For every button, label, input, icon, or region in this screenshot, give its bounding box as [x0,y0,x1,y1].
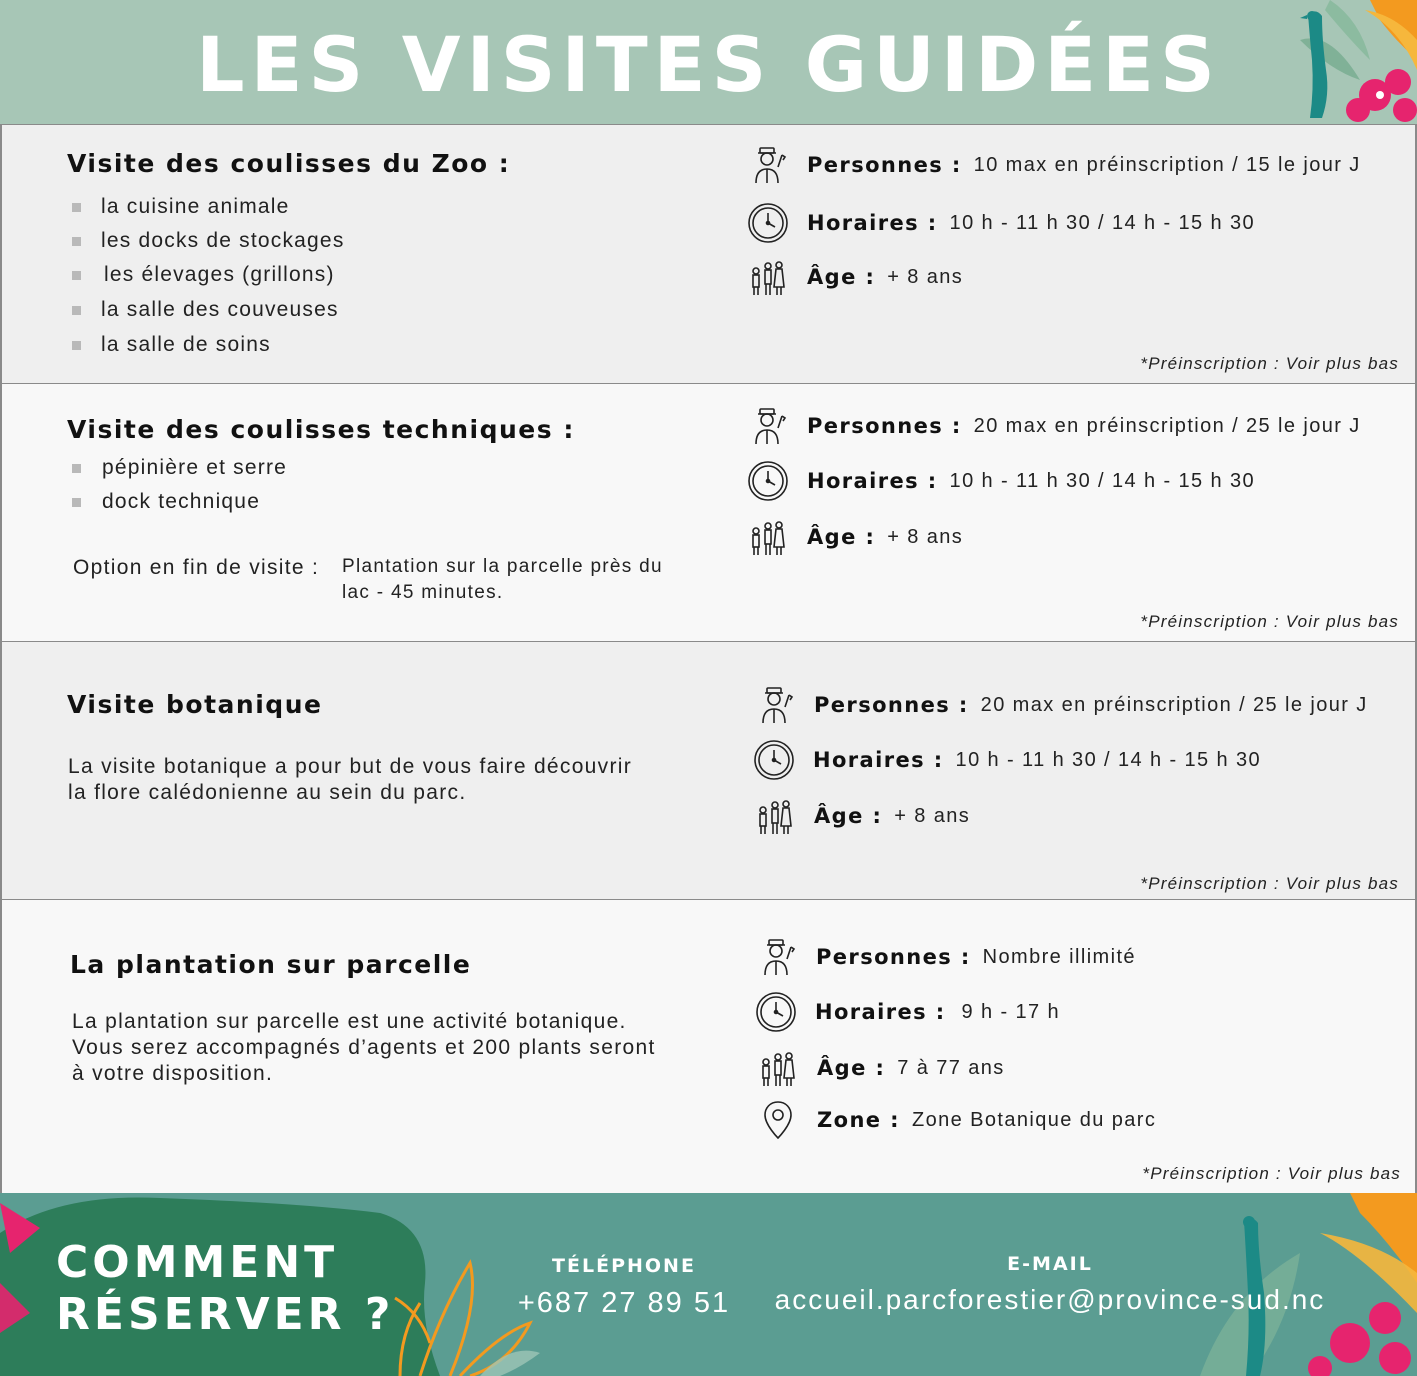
info-persons [754,934,1136,980]
visit-items-list [69,195,345,368]
age-label: Âge : [807,525,876,549]
reservation-footer [0,1193,1417,1376]
persons-label: Personnes : [807,414,962,438]
info-persons [745,142,1361,188]
clock-icon [751,737,797,783]
age-label: Âge : [814,804,883,828]
clock-icon [745,200,791,246]
list-item: la cuisine animale [69,195,345,229]
preregistration-note: *Préinscription : Voir plus bas [1140,354,1399,373]
family-icon [755,1045,801,1091]
bullet-square-icon [72,341,81,350]
section-technical-backstage [0,383,1417,641]
family-icon [745,254,791,300]
list-item: les élevages (grillons) [69,263,345,298]
option-text: Plantation sur la parcelle près du lac - 45 minutes. [342,556,663,603]
guide-person-icon [752,682,798,728]
persons-label: Personnes : [807,153,962,177]
location-pin-icon [755,1097,801,1143]
bullet-square-icon [72,237,81,246]
hours-label: Horaires : [807,469,938,493]
info-persons [752,682,1368,728]
hours-value: 10 h - 11 h 30 / 14 h - 15 h 30 [949,469,1255,492]
email-link[interactable]: accueil.parcforestier@province-sud.nc [774,1284,1326,1315]
hours-value: 10 h - 11 h 30 / 14 h - 15 h 30 [955,748,1261,771]
info-hours [751,737,1261,783]
bullet-square-icon [72,306,81,315]
persons-label: Personnes : [816,945,971,969]
info-hours [745,458,1255,504]
age-value: + 8 ans [887,525,964,548]
visit-items-list [69,456,287,524]
clock-icon [753,989,799,1035]
age-label: Âge : [817,1056,886,1080]
reservation-title: COMMENT RÉSERVER ? [56,1237,395,1340]
section-title: Visite des coulisses techniques : [67,415,575,444]
info-zone [755,1097,1156,1143]
hours-label: Horaires : [807,211,938,235]
section-plot-planting [0,899,1417,1193]
family-icon [745,514,791,560]
persons-value: 10 max en préinscription / 15 le jour J [973,153,1361,176]
tropical-peacock-decoration [1270,0,1417,124]
info-hours [745,200,1255,246]
hours-value: 9 h - 17 h [961,1000,1061,1023]
persons-value: Nombre illimité [982,945,1136,968]
family-icon [752,793,798,839]
bullet-square-icon [72,498,81,507]
page-title: LES VISITES GUIDÉES [196,20,1221,109]
info-age [755,1045,1005,1091]
list-item: dock technique [69,490,287,524]
section-zoo-backstage [0,124,1417,383]
list-item: la salle de soins [69,333,345,368]
info-hours [753,989,1060,1035]
persons-label: Personnes : [814,693,969,717]
persons-value: 20 max en préinscription / 25 le jour J [973,414,1361,437]
clock-icon [745,458,791,504]
age-value: + 8 ans [887,265,964,288]
option-label: Option en fin de visite : [73,556,320,579]
section-botanical-visit [0,641,1417,899]
persons-value: 20 max en préinscription / 25 le jour J [980,693,1368,716]
section-title: Visite des coulisses du Zoo : [67,149,511,178]
age-label: Âge : [807,265,876,289]
hours-label: Horaires : [813,748,944,772]
preregistration-note: *Préinscription : Voir plus bas [1142,1164,1401,1183]
section-title: La plantation sur parcelle [70,950,472,979]
list-item: pépinière et serre [69,456,287,490]
section-description: La visite botanique a pour but de vous faire découvrir la flore calédonienne au sein du parc. [68,755,633,804]
age-value: 7 à 77 ans [897,1056,1005,1079]
phone-number-link[interactable]: +687 27 89 51 [517,1287,731,1319]
hours-label: Horaires : [815,1000,946,1024]
info-age [745,514,963,560]
bullet-square-icon [72,464,81,473]
guide-person-icon [754,934,800,980]
list-item: les docks de stockages [69,229,345,263]
info-age [752,793,970,839]
guide-person-icon [745,403,791,449]
list-item: la salle des couveuses [69,298,345,333]
phone-label: TÉLÉPHONE [552,1255,696,1277]
preregistration-note: *Préinscription : Voir plus bas [1140,874,1399,893]
preregistration-note: *Préinscription : Voir plus bas [1140,612,1399,631]
bullet-square-icon [72,203,81,212]
age-value: + 8 ans [894,804,971,827]
section-description: La plantation sur parcelle est une activité botanique. Vous serez accompagnés d’agents et 200 plants seront à votre disposition. [72,1010,656,1085]
zone-value: Zone Botanique du parc [911,1108,1157,1131]
zone-label: Zone : [817,1108,900,1132]
hours-value: 10 h - 11 h 30 / 14 h - 15 h 30 [949,211,1255,234]
page-header [0,0,1417,124]
section-title: Visite botanique [67,690,323,719]
email-label: E-MAIL [1007,1253,1093,1275]
info-persons [745,403,1361,449]
bullet-square-icon [72,271,81,280]
guide-person-icon [745,142,791,188]
info-age [745,254,963,300]
